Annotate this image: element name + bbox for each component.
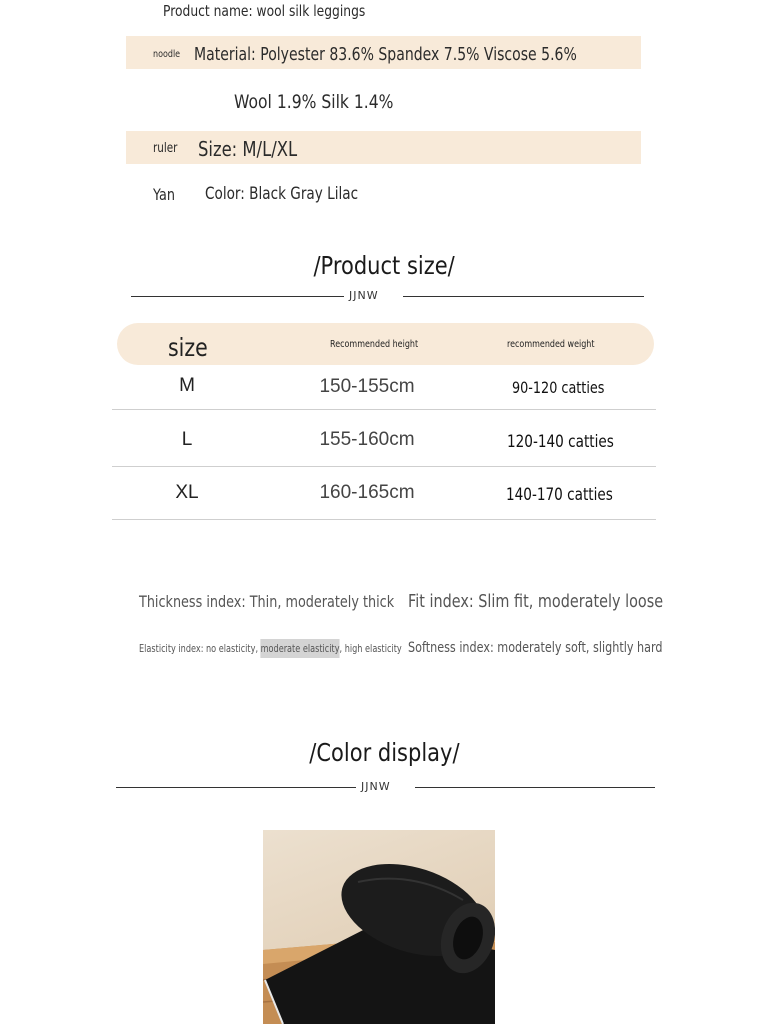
thickness-index: Thickness index: Thin, moderately thick [139, 592, 395, 611]
row-size: XL [175, 482, 199, 503]
row-size: L [181, 429, 193, 450]
table-row [112, 467, 656, 519]
color-label: Yan [153, 185, 176, 204]
elasticity-prefix: Elasticity index: no elasticity, [139, 642, 261, 655]
table-header-height: Recommended height [330, 339, 419, 350]
row-weight: 90-120 catties [512, 378, 605, 397]
size-value: Size: M/L/XL [198, 137, 298, 161]
table-header-weight: recommended weight [507, 339, 595, 350]
material-label: noodle [153, 49, 181, 60]
row-weight: 140-170 catties [506, 485, 613, 505]
softness-index: Softness index: moderately soft, slightly hard [408, 640, 663, 656]
row-height: 150-155cm [319, 376, 415, 397]
elasticity-highlight: moderate elasticity [261, 639, 340, 658]
divider-right [403, 296, 644, 297]
brand-mark: JJNW [361, 780, 391, 793]
row-weight: 120-140 catties [507, 432, 614, 452]
row-height: 155-160cm [319, 429, 415, 450]
color-display-title: /Color display/ [308, 738, 460, 767]
row-height: 160-165cm [319, 482, 415, 503]
elasticity-index [139, 640, 402, 658]
product-size-title: /Product size/ [313, 251, 455, 280]
rolled-leggings-image [263, 830, 495, 1024]
table-row [112, 410, 656, 466]
color-value: Color: Black Gray Lilac [205, 184, 359, 204]
material-value: Material: Polyester 83.6% Spandex 7.5% Viscose 5.6% [194, 44, 577, 65]
product-photo [263, 830, 495, 1024]
fit-index: Fit index: Slim fit, moderately loose [408, 591, 664, 612]
divider-left [131, 296, 344, 297]
table-header-size: size [168, 333, 208, 362]
row-divider [112, 519, 656, 520]
divider-left [116, 787, 356, 788]
product-name: Product name: wool silk leggings [163, 2, 366, 20]
brand-mark: JJNW [349, 289, 379, 302]
row-size: M [179, 375, 195, 396]
elasticity-suffix: , high elasticity [339, 642, 402, 655]
divider-right [415, 787, 655, 788]
size-label: ruler [153, 141, 178, 156]
table-row [112, 366, 656, 409]
material-continued: Wool 1.9% Silk 1.4% [234, 91, 394, 113]
